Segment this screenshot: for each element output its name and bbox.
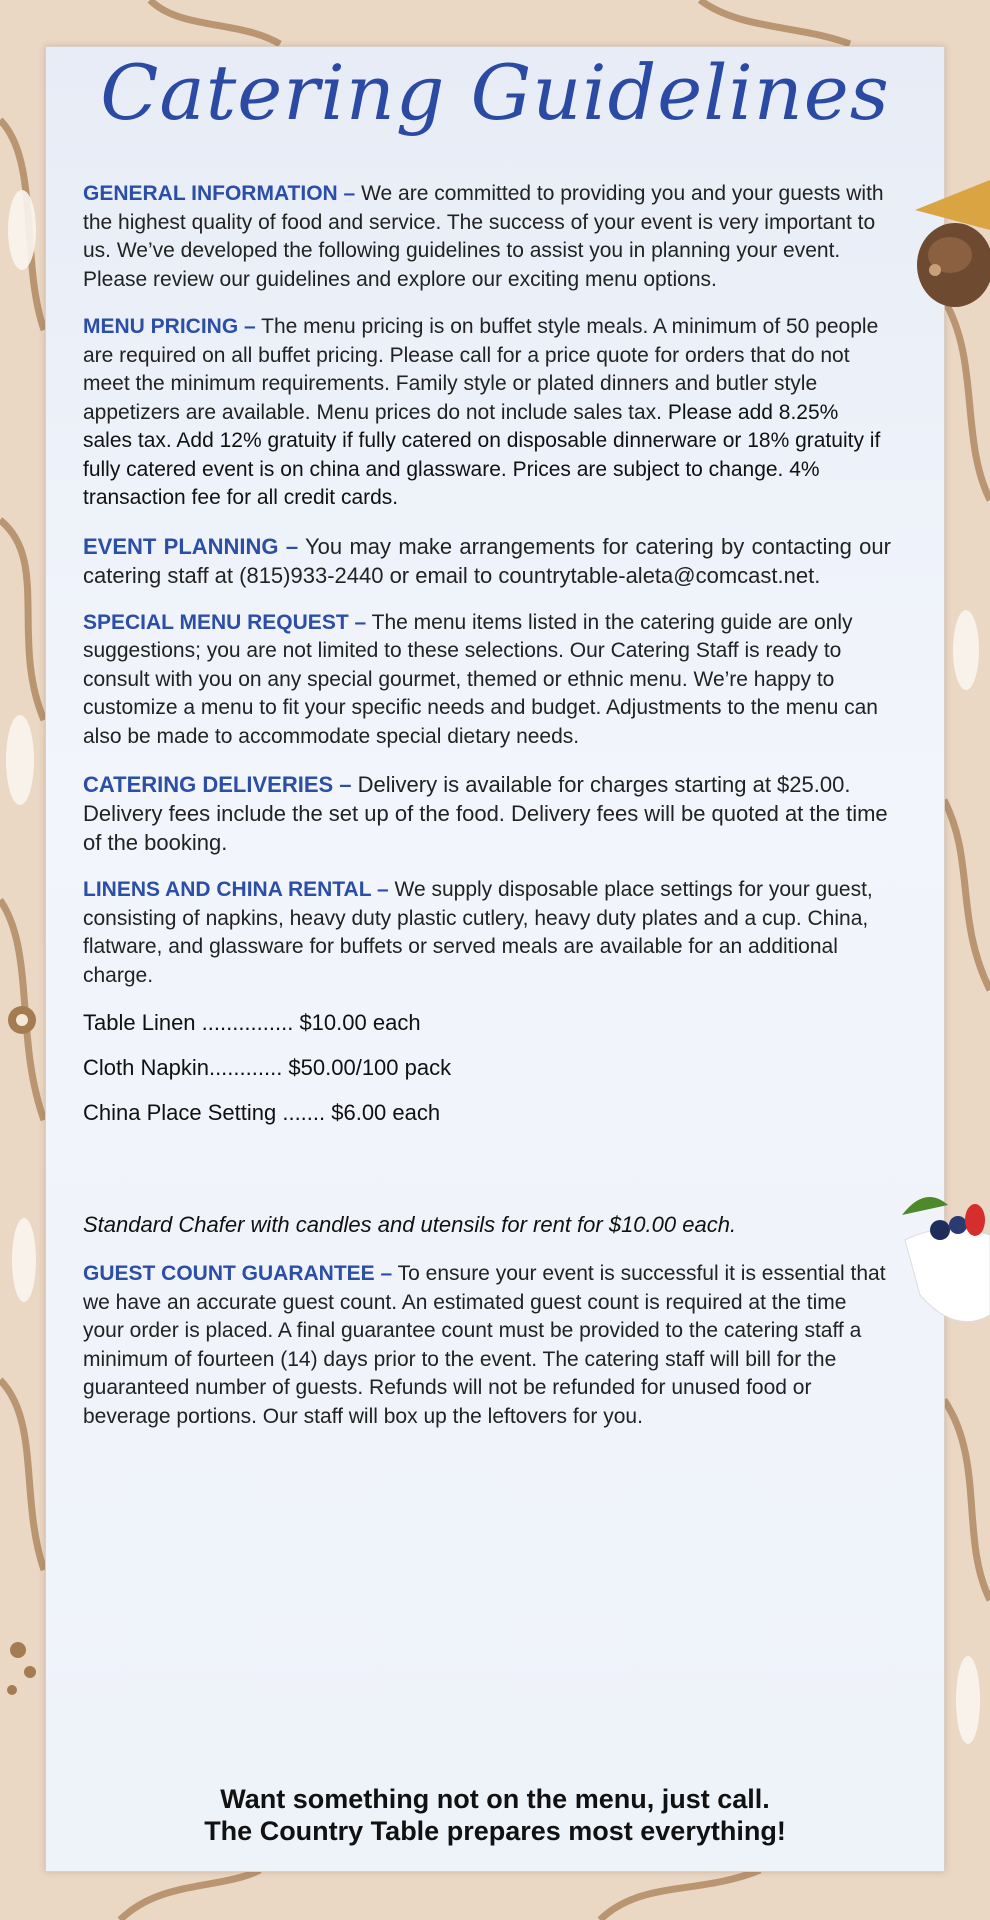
rental-item-china-place-setting: China Place Setting ....... $6.00 each (83, 1100, 441, 1125)
footer-callout (0, 1783, 990, 1847)
rental-item-table-linen: Table Linen ............... $10.00 each (83, 1010, 421, 1035)
pricing-fees-text: Please add 8.25% sales tax. Add 12% gratuity if fully catered on disposable dinnerware or 18% gratuity if fully catered event is on china and glassware. Prices are subject to change. 4% transaction fee for all credit cards. (83, 400, 881, 509)
section-text: You may make arrangements for catering by contacting our catering staff at (815)933-2440 or email to countrytable-aleta@comcast.net. (83, 533, 891, 588)
section-text: The menu pricing is on buffet style meals. A minimum of 50 people are required on all buffet pricing. Please call for a price quote for orders that do not meet the minimum requirements. Family style or plated dinners and butler style appetizers are available. Menu prices do not include sales tax. (83, 315, 879, 424)
linens-china-rental-section (83, 876, 891, 990)
menu-pricing-section (83, 313, 891, 513)
section-text: To ensure your event is successful it is essential that we have an accurate guest count. An estimated guest count is required at the time your order is placed. A final guarantee count must be provided to the catering staff a minimum of fourteen (14) days prior to the event. The catering staff will bill for the guaranteed number of guests. Refunds will not be refunded for unused food or beverage portions. Our staff will box up the leftovers for you. (83, 1262, 886, 1428)
catering-deliveries-section (83, 770, 891, 857)
footer-line-1: Want something not on the menu, just call. (220, 1784, 770, 1814)
page-title: Catering Guidelines (100, 48, 890, 137)
fruit-bowl-photo (900, 1175, 990, 1345)
section-heading: GUEST COUNT GUARANTEE – (83, 1262, 393, 1285)
section-heading: MENU PRICING – (83, 315, 256, 338)
guidelines-content (83, 180, 891, 1450)
section-text: We are committed to providing you and your guests with the highest quality of food and service. The success of your event is very important to us. We’ve developed the following guidelines to assist you in planning your event. Please review our guidelines and explore our exciting menu options. (83, 182, 884, 291)
general-information-section (83, 180, 891, 294)
section-heading: CATERING DELIVERIES – (83, 772, 352, 797)
special-menu-request-section (83, 609, 891, 752)
section-heading: SPECIAL MENU REQUEST – (83, 610, 367, 634)
section-text: The menu items listed in the catering guide are only suggestions; you are not limited to these selections. Our Catering Staff is ready to consult with you on any special gourmet, themed or ethnic menu. We’re happy to customize a menu to fit your specific needs and budget. Adjustments to the menu can also be made to accommodate special dietary needs. (83, 610, 878, 748)
guest-count-guarantee-section (83, 1260, 891, 1431)
section-text: Delivery is available for charges starting at $25.00. Delivery fees include the set up of the food. Delivery fees will be quoted at the time of the booking. (83, 772, 888, 855)
chafer-rental-note: Standard Chafer with candles and utensils for rent for $10.00 each. (83, 1212, 737, 1237)
section-heading: EVENT PLANNING – (83, 533, 299, 559)
section-heading: GENERAL INFORMATION – (83, 182, 356, 205)
footer-line-2: The Country Table prepares most everything! (204, 1816, 786, 1846)
rental-item-cloth-napkin: Cloth Napkin............ $50.00/100 pack (83, 1055, 452, 1080)
section-heading: LINENS AND CHINA RENTAL – (83, 878, 389, 901)
rental-price-list (83, 1010, 891, 1126)
event-planning-section (83, 532, 891, 590)
section-text: We supply disposable place settings for your guest, consisting of napkins, heavy duty plastic cutlery, heavy duty plates and a cup. China, flatware, and glassware for buffets or served meals are available for an additional charge. (83, 878, 873, 987)
appetizer-food-photo (905, 170, 990, 330)
